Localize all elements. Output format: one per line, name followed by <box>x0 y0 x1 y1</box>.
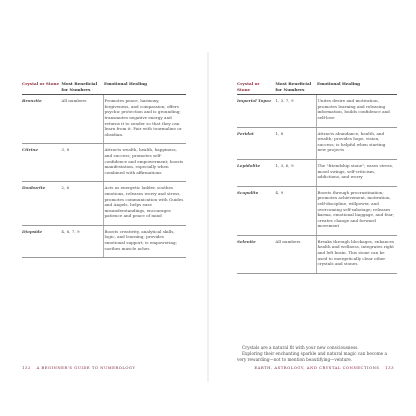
body-paragraph: Exploring their enchanting sparkle and natural magic can become a very rewarding—not to mention beautifying—venture. <box>237 351 387 362</box>
body-paragraph: Crystals are a natural fit with your new consciousness. <box>242 345 359 350</box>
col-header-crystal: Crystal or Stone <box>237 80 275 95</box>
right-page <box>209 0 416 416</box>
crystal-name: Bronzite <box>22 95 61 144</box>
table-header-row <box>22 80 186 95</box>
crystal-numbers: 1, 3, 6, 9 <box>275 159 317 186</box>
page-number: 132 <box>22 365 31 370</box>
body-text <box>237 345 395 363</box>
crystal-healing: Acts as energetic ladder, soothes emotions, releases worry and stress, promotes communication with Guides and Angels, helps ease misunderstandings, encourages patience and peace of mind <box>104 182 186 226</box>
crystal-numbers: 4, 9 <box>275 186 317 235</box>
col-header-healing: Emotional Healing <box>317 80 397 95</box>
col-header-healing: Emotional Healing <box>104 80 186 95</box>
crystal-healing: Breaks through blockages, enhances health and wellness, integrates right and left brain. This stone can be used to energetically clear other crystals and stones. <box>317 235 397 273</box>
running-title: EARTH, ASTROLOGY, AND CRYSTAL CONNECTIONS <box>254 365 380 370</box>
table-row <box>22 182 186 226</box>
crystal-numbers: All numbers <box>275 235 317 273</box>
table-row <box>237 186 397 235</box>
crystal-healing: Boosts creativity, analytical skills, logic, and learning; provides emotional support; is empowering; soothes muscle aches <box>104 225 186 257</box>
crystal-healing: Attracts abundance, health, and wealth; provides hope, vision, success; is helpful when starting new projects <box>317 127 397 159</box>
table-row <box>237 95 397 127</box>
table-row <box>22 144 186 182</box>
crystal-healing: Promotes peace, harmony, forgiveness, and compassion; offers psychic protection and is grounding; transmutes negative energy and returns it to sender so that they can learn from it. Pair with tourmaline or obsidian. <box>104 95 186 144</box>
crystal-numbers: 1, 8 <box>275 127 317 159</box>
crystal-name: Scapolite <box>237 186 275 235</box>
crystal-healing: Unites desire and motivation, promotes learning and releasing information, builds confidence and self-love <box>317 95 397 127</box>
running-title: A BEGINNER'S GUIDE TO NUMEROLOGY <box>36 365 136 370</box>
crystal-numbers: 2, 6 <box>61 182 104 226</box>
crystal-numbers: 1, 3, 7, 9 <box>275 95 317 127</box>
page-number: 133 <box>385 365 394 370</box>
crystal-name: Imperial Topaz <box>237 95 275 127</box>
crystal-numbers: 3, 8 <box>61 144 104 182</box>
crystal-numbers: All numbers <box>61 95 104 144</box>
crystal-healing: Attracts wealth, health, happiness, and success; promotes self-confidence and empowerment; boosts manifestation, especially when combined with affirmations <box>104 144 186 182</box>
table-row <box>237 235 397 273</box>
crystal-healing: The "friendship stone"; eases stress, mood swings, self-criticism, addictions, and worry <box>317 159 397 186</box>
crystal-numbers: 4, 6, 7, 9 <box>61 225 104 257</box>
left-page <box>0 0 207 416</box>
crystal-healing: Boosts through procrastination; promotes achievement, motivation, self-discipline, willpower, and overcoming self-sabotage; releases karma, emotional baggage, and fear; creates change and forward movement <box>317 186 397 235</box>
crystal-name: Peridot <box>237 127 275 159</box>
table-row <box>22 225 186 257</box>
table-row <box>237 159 397 186</box>
table-row <box>237 127 397 159</box>
crystal-name: Lepidolite <box>237 159 275 186</box>
col-header-numbers: Most Beneficial for Numbers <box>275 80 317 95</box>
col-header-crystal: Crystal or Stone <box>22 80 61 95</box>
crystal-name: Selenite <box>237 235 275 273</box>
crystal-name: Diopside <box>22 225 61 257</box>
crystal-name: Danburite <box>22 182 61 226</box>
right-page-footer <box>254 365 394 370</box>
crystal-table-right <box>237 80 397 274</box>
crystal-table-left <box>22 80 186 258</box>
table-row <box>22 95 186 144</box>
crystal-name: Citrine <box>22 144 61 182</box>
col-header-numbers: Most Beneficial for Numbers <box>61 80 104 95</box>
table-header-row <box>237 80 397 95</box>
left-page-footer <box>22 365 136 370</box>
